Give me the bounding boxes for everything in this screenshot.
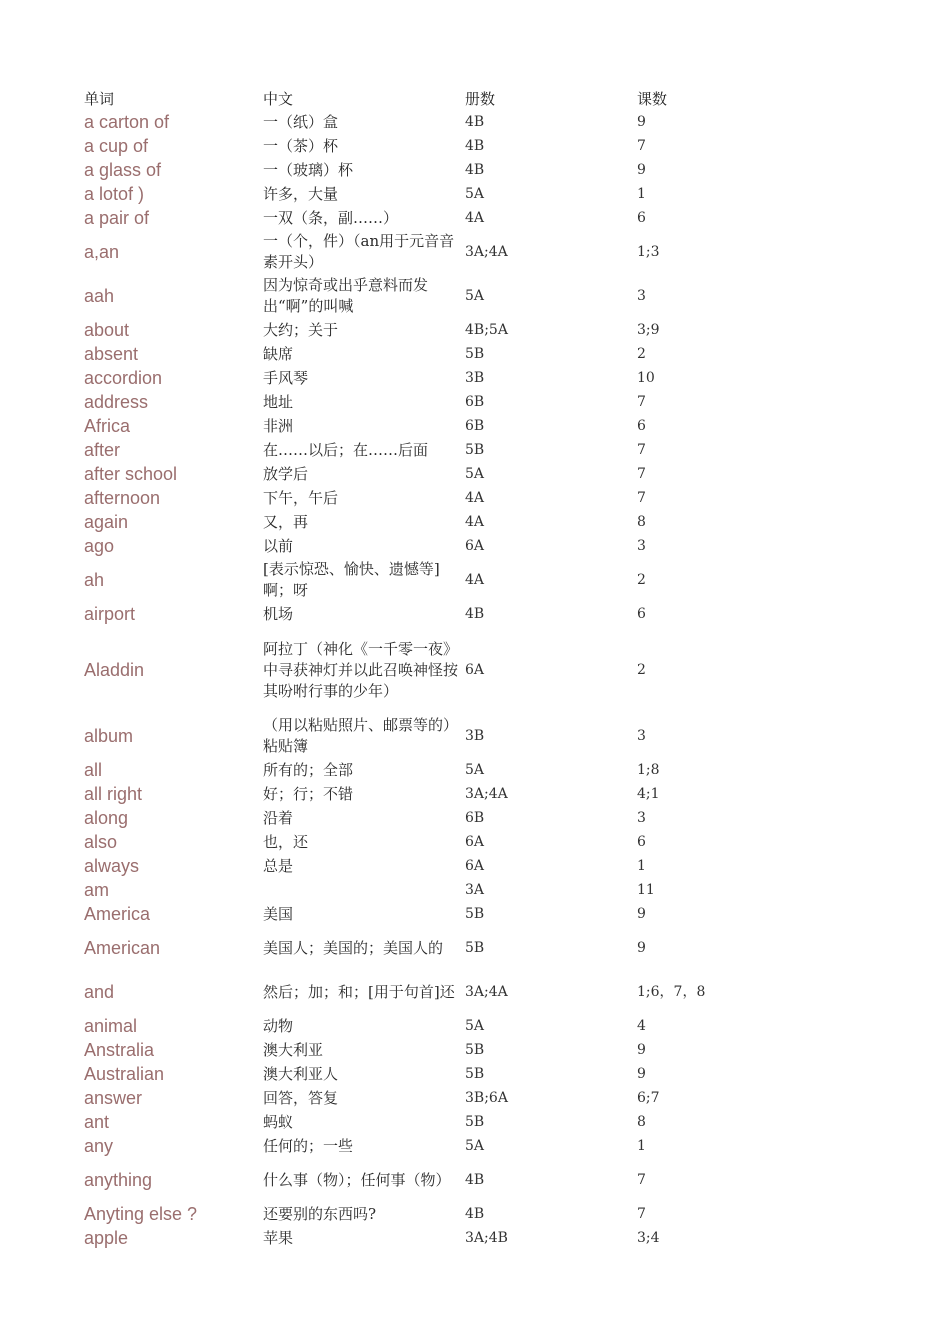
word-cell: aah [84,285,115,306]
book-cell: 4A [465,514,485,530]
table-row [84,390,724,414]
lesson-cell: 3 [637,727,646,744]
book-cell: 5A [465,1018,485,1034]
book-cell: 5B [465,940,485,956]
book-cell: 3A [465,882,485,898]
table-row [84,366,724,390]
lesson-cell: 6 [637,833,646,850]
table-row [84,1202,724,1226]
book-cell: 4B [465,138,485,154]
book-cell: 6B [465,418,485,434]
book-cell: 3A;4A [465,786,508,802]
word-cell: a lotof ) [84,183,145,204]
table-row [84,558,724,602]
lesson-cell: 9 [637,161,646,178]
word-cell: after [84,439,121,460]
lesson-cell: 8 [637,1113,646,1130]
lesson-cell: 9 [637,905,646,922]
table-row [84,134,724,158]
book-cell: 3B;6A [465,1090,508,1106]
chinese-cell: 回答，答复 [263,1088,339,1107]
chinese-cell: 还要别的东西吗? [263,1204,377,1223]
book-cell: 3B [465,370,485,386]
lesson-cell: 3;4 [637,1229,660,1246]
chinese-cell: 好；行；不错 [263,784,354,803]
table-row [84,1062,724,1086]
table-row [84,1014,724,1038]
book-cell: 3A;4A [465,244,508,260]
word-cell: about [84,319,130,340]
chinese-cell: 一（纸）盒 [263,112,339,131]
chinese-cell: 一（茶）杯 [263,136,339,155]
lesson-cell: 11 [637,881,655,898]
chinese-cell: （用以粘贴照片、邮票等的）粘贴簿 [263,716,459,755]
word-cell: a pair of [84,207,150,228]
word-cell: Africa [84,415,131,436]
chinese-cell: 美国人；美国的；美国人的 [263,938,444,957]
table-row [84,830,724,854]
chinese-cell: 澳大利亚人 [263,1064,339,1083]
book-cell: 4B [465,162,485,178]
lesson-cell: 7 [637,1171,646,1188]
word-cell: ago [84,535,115,556]
lesson-cell: 3;9 [637,321,660,338]
table-row [84,318,724,342]
table-row [84,182,724,206]
header-lesson: 课数 [637,89,668,108]
word-cell: a cup of [84,135,149,156]
word-cell: Anyting else ? [84,1203,198,1224]
word-cell: always [84,855,140,876]
lesson-cell: 6 [637,605,646,622]
table-row [84,626,724,714]
table-row [84,1086,724,1110]
word-cell: Aladdin [84,659,145,680]
book-cell: 5B [465,1114,485,1130]
table-row [84,902,724,926]
word-cell: a carton of [84,111,170,132]
lesson-cell: 8 [637,513,646,530]
lesson-cell: 9 [637,1065,646,1082]
chinese-cell: 许多，大量 [263,184,339,203]
chinese-cell: 也，还 [263,832,309,851]
table-row [84,206,724,230]
word-cell: any [84,1135,114,1156]
table-row [84,1134,724,1158]
chinese-cell: 非洲 [263,416,294,435]
table-row [84,878,724,902]
word-cell: am [84,879,110,900]
chinese-cell: 地址 [263,392,294,411]
word-cell: along [84,807,129,828]
lesson-cell: 7 [637,1205,646,1222]
book-cell: 4A [465,572,485,588]
word-cell: also [84,831,118,852]
word-cell: a glass of [84,159,162,180]
lesson-cell: 1 [637,857,646,874]
word-cell: absent [84,343,139,364]
word-cell: all [84,759,103,780]
table-row [84,854,724,878]
lesson-cell: 1 [637,185,646,202]
lesson-cell: 4;1 [637,785,660,802]
lesson-cell: 3 [637,287,646,304]
word-cell: airport [84,603,136,624]
chinese-cell: 沿着 [263,808,294,827]
table-row [84,1158,724,1202]
book-cell: 4B [465,1172,485,1188]
book-cell: 5B [465,442,485,458]
lesson-cell: 1;3 [637,243,660,260]
chinese-cell: 机场 [263,604,294,623]
word-cell: anything [84,1169,153,1190]
table-row [84,274,724,318]
header-chinese: 中文 [263,89,294,108]
book-cell: 5A [465,762,485,778]
book-cell: 5B [465,1042,485,1058]
lesson-cell: 9 [637,939,646,956]
lesson-cell: 7 [637,489,646,506]
book-cell: 4B [465,606,485,622]
lesson-cell: 10 [637,369,655,386]
book-cell: 5A [465,466,485,482]
book-cell: 6A [465,858,485,874]
vocabulary-table [84,86,724,1250]
chinese-cell: 放学后 [263,464,309,483]
chinese-cell: 阿拉丁（神化《一千零一夜》中寻获神灯并以此召唤神怪按其吩咐行事的少年） [263,639,459,700]
chinese-cell: 动物 [263,1016,294,1035]
lesson-cell: 2 [637,345,646,362]
chinese-cell: 一（玻璃）杯 [263,160,354,179]
table-row [84,782,724,806]
word-cell: ah [84,569,105,590]
table-row [84,714,724,758]
table-row [84,1110,724,1134]
word-cell: a,an [84,241,120,262]
chinese-cell: [表示惊恐、愉快、遗憾等]啊；呀 [263,560,440,599]
chinese-cell: 缺席 [263,344,294,363]
table-row [84,342,724,366]
lesson-cell: 7 [637,137,646,154]
chinese-cell: 以前 [263,536,294,555]
lesson-cell: 2 [637,571,646,588]
word-cell: animal [84,1015,138,1036]
chinese-cell: 澳大利亚 [263,1040,324,1059]
word-cell: all right [84,783,143,804]
word-cell: again [84,511,129,532]
word-cell: answer [84,1087,143,1108]
header-word: 单词 [84,89,115,108]
lesson-cell: 1;8 [637,761,660,778]
table-row [84,1226,724,1250]
table-row [84,110,724,134]
book-cell: 5B [465,346,485,362]
lesson-cell: 1;6，7，8 [637,983,706,1000]
chinese-cell: 美国 [263,904,294,923]
word-cell: album [84,725,134,746]
table-row [84,230,724,274]
word-cell: apple [84,1227,129,1248]
book-cell: 4B [465,1206,485,1222]
table-row [84,486,724,510]
table-body [84,110,724,1250]
table-row [84,438,724,462]
chinese-cell: 然后；加；和；[用于句首]还 [263,982,455,1001]
table-row [84,1038,724,1062]
lesson-cell: 6 [637,417,646,434]
book-cell: 4A [465,490,485,506]
chinese-cell: 一双（条，副……） [263,208,399,227]
book-cell: 3A;4A [465,984,508,1000]
lesson-cell: 3 [637,537,646,554]
chinese-cell: 一（个，件）（an用于元音音素开头） [263,232,455,271]
word-cell: American [84,937,161,958]
book-cell: 3A;4B [465,1230,508,1246]
chinese-cell: 所有的；全部 [263,760,354,779]
chinese-cell: 又，再 [263,512,309,531]
book-cell: 5A [465,288,485,304]
table-row [84,970,724,1014]
header-row [84,86,724,110]
table-row [84,602,724,626]
word-cell: address [84,391,149,412]
book-cell: 3B [465,728,485,744]
book-cell: 6A [465,538,485,554]
lesson-cell: 9 [637,1041,646,1058]
word-cell: afternoon [84,487,161,508]
book-cell: 5B [465,1066,485,1082]
book-cell: 6A [465,662,485,678]
word-cell: Australian [84,1063,165,1084]
chinese-cell: 任何的；一些 [263,1136,354,1155]
word-cell: ant [84,1111,110,1132]
book-cell: 6B [465,394,485,410]
header-book: 册数 [465,89,496,108]
chinese-cell: 手风琴 [263,368,309,387]
book-cell: 5B [465,906,485,922]
table-row [84,758,724,782]
table-row [84,158,724,182]
chinese-cell: 大约；关于 [263,320,339,339]
word-cell: after school [84,463,178,484]
book-cell: 5A [465,1138,485,1154]
table-row [84,414,724,438]
book-cell: 4B;5A [465,322,508,338]
lesson-cell: 7 [637,393,646,410]
lesson-cell: 6;7 [637,1089,660,1106]
table-row [84,534,724,558]
lesson-cell: 6 [637,209,646,226]
book-cell: 4A [465,210,485,226]
word-cell: America [84,903,151,924]
chinese-cell: 苹果 [263,1228,294,1247]
table-row [84,806,724,830]
word-cell: accordion [84,367,163,388]
book-cell: 6B [465,810,485,826]
word-cell: and [84,981,115,1002]
lesson-cell: 3 [637,809,646,826]
lesson-cell: 1 [637,1137,646,1154]
book-cell: 6A [465,834,485,850]
lesson-cell: 4 [637,1017,646,1034]
table-row [84,462,724,486]
chinese-cell: 总是 [263,856,294,875]
lesson-cell: 9 [637,113,646,130]
lesson-cell: 7 [637,441,646,458]
chinese-cell: 下午，午后 [263,488,339,507]
book-cell: 5A [465,186,485,202]
book-cell: 4B [465,114,485,130]
chinese-cell: 蚂蚁 [263,1112,294,1131]
table-row [84,510,724,534]
lesson-cell: 2 [637,661,646,678]
word-cell: Anstralia [84,1039,155,1060]
chinese-cell: 在……以后；在……后面 [263,440,429,459]
table-row [84,926,724,970]
chinese-cell: 因为惊奇或出乎意料而发出“啊”的叫喊 [263,276,429,315]
chinese-cell: 什么事（物）；任何事（物） [263,1170,451,1189]
lesson-cell: 7 [637,465,646,482]
